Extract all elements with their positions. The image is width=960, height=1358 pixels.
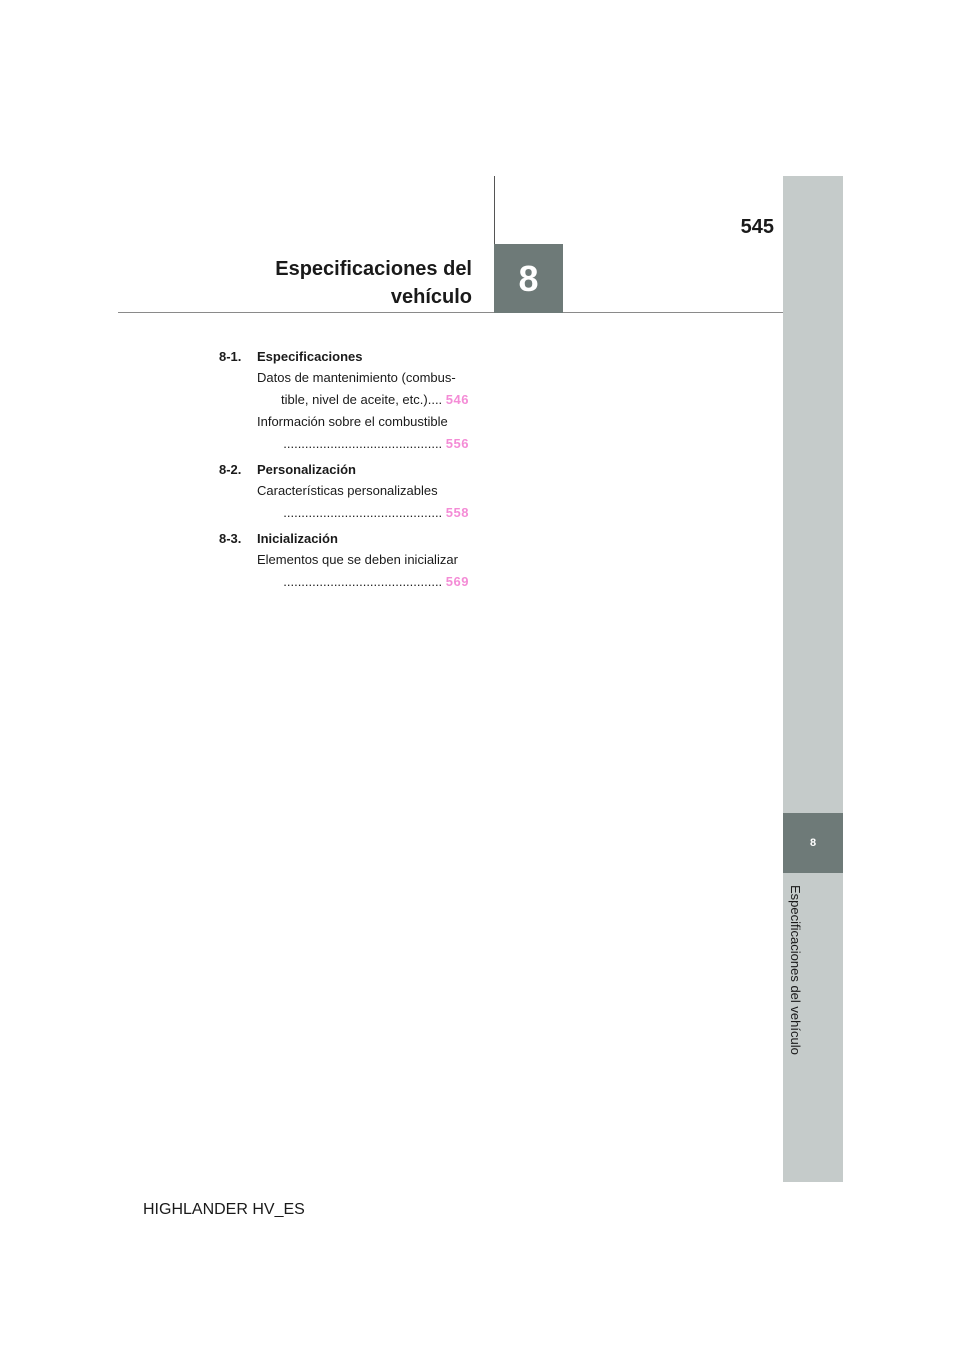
chapter-title	[200, 255, 472, 311]
toc-entry[interactable]	[257, 550, 469, 592]
header-divider-vertical	[494, 176, 495, 244]
header-rule	[118, 312, 783, 313]
entry-title: Elementos que se deben inicializar	[257, 552, 458, 567]
footer-model-code: HIGHLANDER HV_ES	[143, 1201, 305, 1218]
section-number: 8-3.	[219, 530, 242, 546]
section-title: Inicialización	[257, 530, 338, 546]
entry-leader: ............................................	[283, 574, 443, 589]
section-number: 8-2.	[219, 461, 242, 477]
toc-entry[interactable]	[257, 412, 469, 454]
chapter-title-line2: vehículo	[390, 286, 472, 308]
entry-title-cont: tible, nivel de aceite, etc.)....	[281, 392, 443, 407]
entry-leader: ............................................	[283, 505, 443, 520]
entry-leader: ............................................	[283, 436, 443, 451]
section-title: Especificaciones	[257, 348, 363, 364]
side-tab-label: Especificaciones del vehículo	[788, 885, 803, 1055]
section-title: Personalización	[257, 461, 356, 477]
page-link[interactable]: 569	[445, 574, 469, 589]
page-link[interactable]: 546	[445, 392, 469, 407]
toc-section-8-1	[219, 346, 469, 366]
section-number: 8-1.	[219, 348, 242, 364]
chapter-number-box: 8	[494, 244, 563, 313]
toc-section-8-3	[219, 528, 469, 548]
toc-entry[interactable]	[257, 368, 469, 410]
page-number: 545	[740, 216, 774, 238]
toc-entry[interactable]	[257, 481, 469, 523]
table-of-contents	[219, 346, 469, 592]
chapter-title-line1: Especificaciones del	[275, 258, 472, 280]
entry-title: Datos de mantenimiento (combus-	[257, 370, 456, 385]
entry-title: Información sobre el combustible	[257, 414, 448, 429]
page-link[interactable]: 558	[445, 505, 469, 520]
toc-section-8-2	[219, 459, 469, 479]
page-link[interactable]: 556	[445, 436, 469, 451]
side-tab-number[interactable]: 8	[783, 813, 843, 873]
entry-title: Características personalizables	[257, 483, 438, 498]
